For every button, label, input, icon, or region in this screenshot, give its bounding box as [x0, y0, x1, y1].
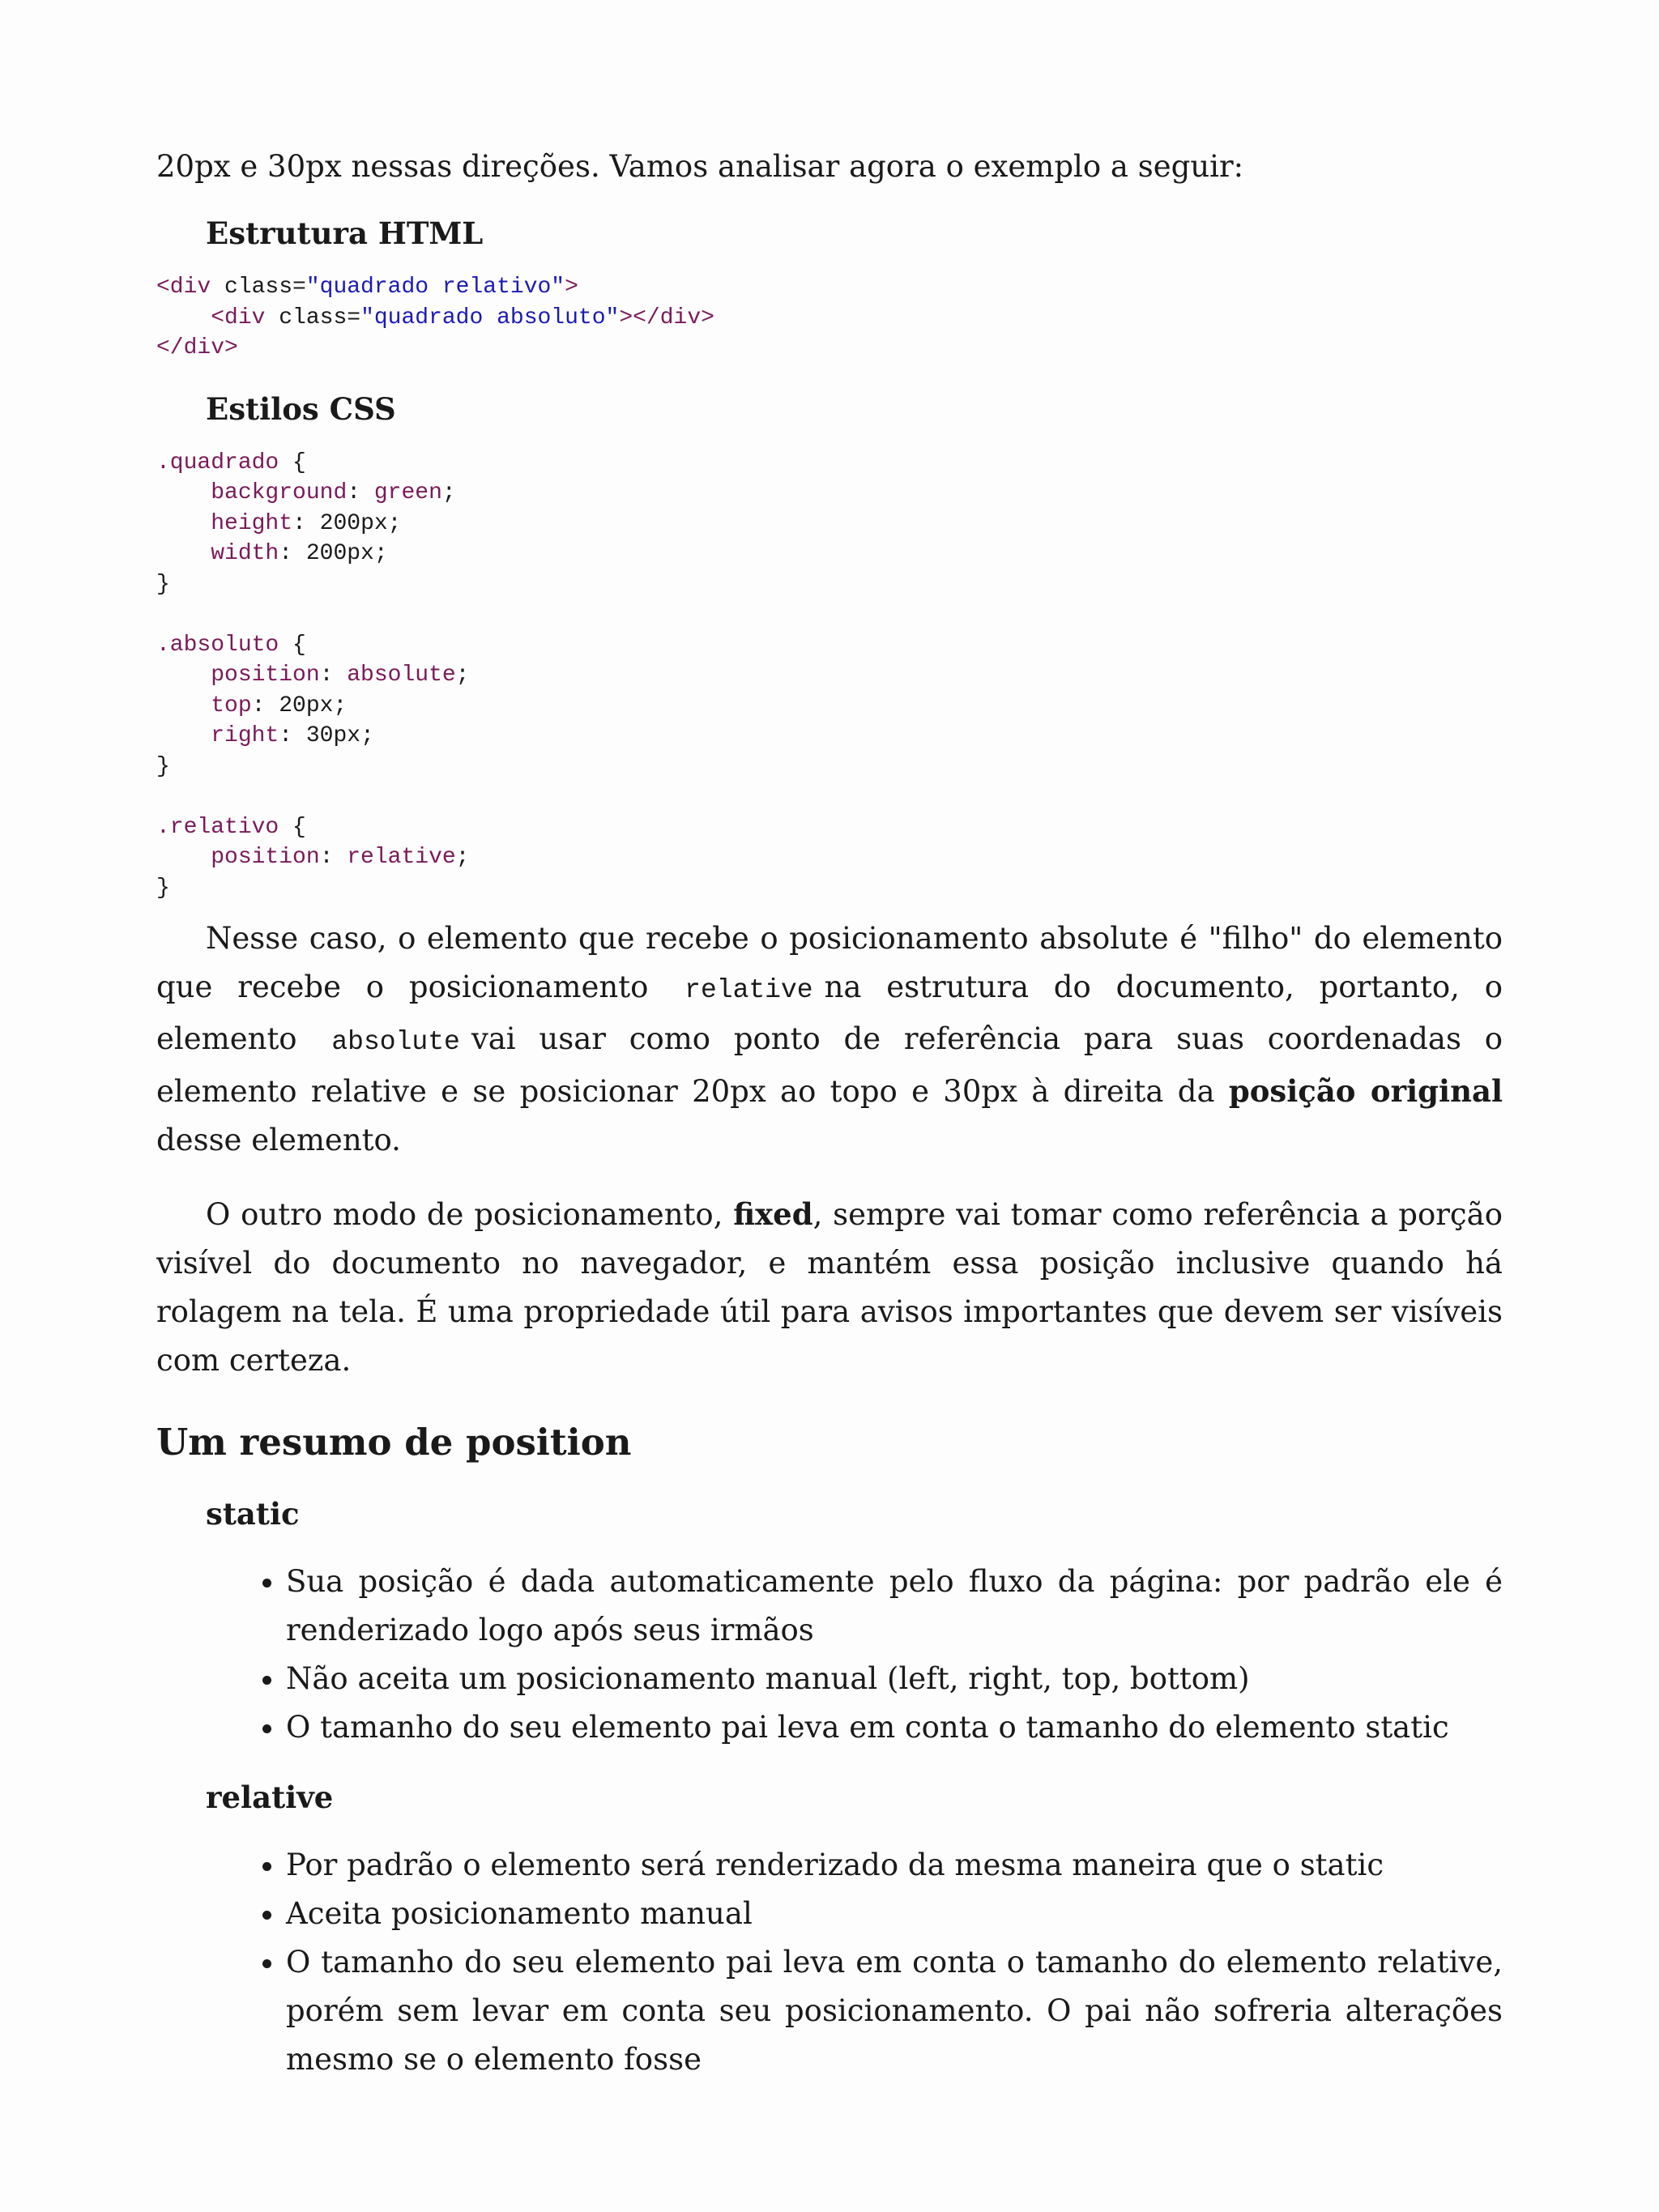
list-item: • Por padrão o elemento será renderizado da mesma maneira que o static — [286, 1841, 1503, 1890]
list-item: • O tamanho do seu elemento pai leva em conta o tamanho do elemento static — [286, 1703, 1503, 1752]
list-item: • Sua posição é dada automaticamente pelo fluxo da página: por padrão ele é renderizado logo após seus irmãos — [286, 1558, 1503, 1655]
list-item: • Não aceita um posicionamento manual (left, right, top, bottom) — [286, 1655, 1503, 1703]
html-structure-heading: Estrutura HTML — [206, 215, 484, 251]
static-heading: static — [206, 1496, 300, 1532]
explanation-paragraph: Nesse caso, o elemento que recebe o posicionamento absolute é "filho" do elemento que recebe o posicionamento relative na estrutura do documento, portanto, o elemento absolute vai usar como ponto de referência para suas coordenadas o elemento relative e se posicionar 20px ao topo e 30px à direita da posição original desse elemento. — [156, 921, 1503, 1157]
relative-heading: relative — [206, 1779, 334, 1815]
code-line: <div class="quadrado relativo"> — [156, 275, 578, 300]
html-code-block — [156, 272, 1503, 364]
document-page — [156, 146, 1503, 2084]
summary-heading: Um resumo de position — [156, 1421, 632, 1464]
static-list — [156, 1558, 1503, 1752]
css-styles-heading: Estilos CSS — [206, 390, 396, 427]
intro-paragraph: 20px e 30px nessas direções. Vamos analisar agora o exemplo a seguir: — [156, 149, 1244, 184]
list-item: • O tamanho do seu elemento pai leva em conta o tamanho do elemento relative, porém sem levar em conta seu posicionamento. O pai não sofreria alterações mesmo se o elemento fosse — [286, 1938, 1503, 2084]
inline-code-absolute: absolute — [331, 1027, 460, 1057]
inline-code-relative: relative — [684, 975, 813, 1005]
list-item: • Aceita posicionamento manual — [286, 1890, 1503, 1938]
css-code-block: .quadrado { background: green; height: 200px; width: 200px; } .absoluto { position: absolute; top: 20px; right: 30px; } .relativo { position: relative; } — [156, 450, 470, 901]
code-line: </div> — [156, 335, 238, 360]
code-line: <div class="quadrado absoluto"></div> — [211, 305, 714, 330]
fixed-paragraph: O outro modo de posicionamento, fixed, sempre vai tomar como referência a porção visível do documento no navegador, e mantém essa posição inclusive quando há rolagem na tela. É uma propriedade útil para avisos importantes que devem ser visíveis com certeza. — [156, 1196, 1503, 1378]
relative-list — [156, 1841, 1503, 2084]
